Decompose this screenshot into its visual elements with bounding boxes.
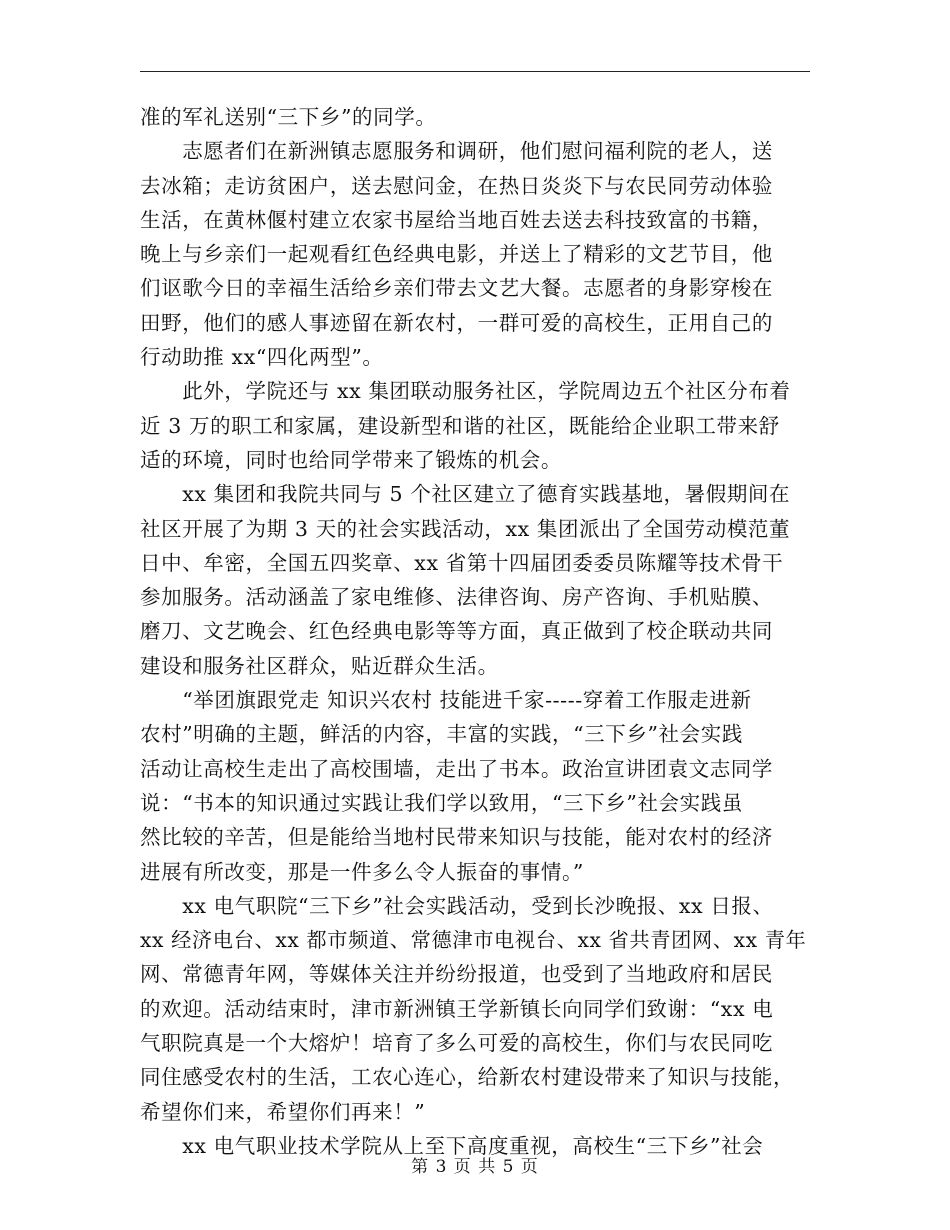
text-line: xx 电气职业技术学院从上至下高度重视，高校生“三下乡”社会	[140, 1133, 764, 1158]
text-line: xx 集团和我院共同与 5 个社区建立了德育实践基地，暑假期间在	[140, 482, 791, 507]
text-line: 近 3 万的职工和家属，建设新型和谐的社区，既能给企业职工带来舒	[140, 413, 780, 438]
text-line: 去冰箱；走访贫困户，送去慰问金，在热日炎炎下与农民同劳动体验	[140, 173, 773, 198]
text-line: 准的军礼送别“三下乡”的同学。	[140, 105, 437, 129]
text-line: 社区开展了为期 3 天的社会实践活动，xx 集团派出了全国劳动模范董	[140, 516, 791, 541]
text-line: 日中、牟密，全国五四奖章、xx 省第十四届团委委员陈耀等技术骨干	[140, 550, 784, 575]
text-line: 参加服务。活动涵盖了家电维修、法律咨询、房产咨询、手机贴膜、	[140, 585, 773, 610]
text-line: 说：“书本的知识通过实践让我们学以致用，“三下乡”社会实践虽	[140, 790, 743, 815]
text-line: 的欢迎。活动结束时，津市新洲镇王学新镇长向同学们致谢：“xx 电	[140, 996, 774, 1021]
text-line: 田野，他们的感人事迹留在新农村，一群可爱的高校生，正用自己的	[140, 310, 773, 335]
header-rule	[140, 71, 810, 72]
text-line: 此外，学院还与 xx 集团联动服务社区，学院周边五个社区分布着	[140, 379, 791, 404]
text-line: xx 电气职院“三下乡”社会实践活动，受到长沙晚报、xx 日报、	[140, 893, 774, 918]
text-line: 网、常德青年网，等媒体关注并纷纷报道，也受到了当地政府和居民	[140, 962, 773, 987]
text-line: 生活，在黄林偃村建立农家书屋给当地百姓去送去科技致富的书籍，	[140, 207, 773, 232]
text-line: 希望你们来，希望你们再来！”	[140, 1099, 426, 1124]
text-line: “举团旗跟党走 知识兴农村 技能进千家-----穿着工作服走进新	[140, 688, 752, 713]
text-line: 磨刀、文艺晚会、红色经典电影等等方面，真正做到了校企联动共同	[140, 619, 773, 644]
text-line: 同住感受农村的生活，工农心连心，给新农村建设带来了知识与技能，	[140, 1065, 795, 1090]
text-line: 活动让高校生走出了高校围墙，走出了书本。政治宣讲团袁文志同学	[140, 756, 773, 781]
body-text	[140, 100, 810, 1163]
text-line: 进展有所改变，那是一件多么令人振奋的事情。”	[140, 859, 584, 884]
text-line: 行动助推 xx“四化两型”。	[140, 345, 384, 370]
text-line: 建设和服务社区群众，贴近群众生活。	[140, 653, 499, 678]
text-line: 们讴歌今日的幸福生活给乡亲们带去文艺大餐。志愿者的身影穿梭在	[140, 276, 773, 301]
text-line: 然比较的辛苦，但是能给当地村民带来知识与技能，能对农村的经济	[140, 825, 773, 850]
text-line: 气职院真是一个大熔炉！培育了多么可爱的高校生，你们与农民同吃	[140, 1031, 773, 1056]
text-line: 农村”明确的主题，鲜活的内容，丰富的实践，“三下乡”社会实践	[140, 722, 743, 747]
text-line: 晚上与乡亲们一起观看红色经典电影，并送上了精彩的文艺节目，他	[140, 242, 773, 267]
text-line: xx 经济电台、xx 都市频道、常德津市电视台、xx 省共青团网、xx 青年	[140, 928, 807, 953]
text-line: 志愿者们在新洲镇志愿服务和调研，他们慰问福利院的老人，送	[140, 139, 773, 164]
page-footer: 第 3 页 共 5 页	[411, 1157, 539, 1177]
text-line: 适的环境，同时也给同学带来了锻炼的机会。	[140, 447, 562, 472]
